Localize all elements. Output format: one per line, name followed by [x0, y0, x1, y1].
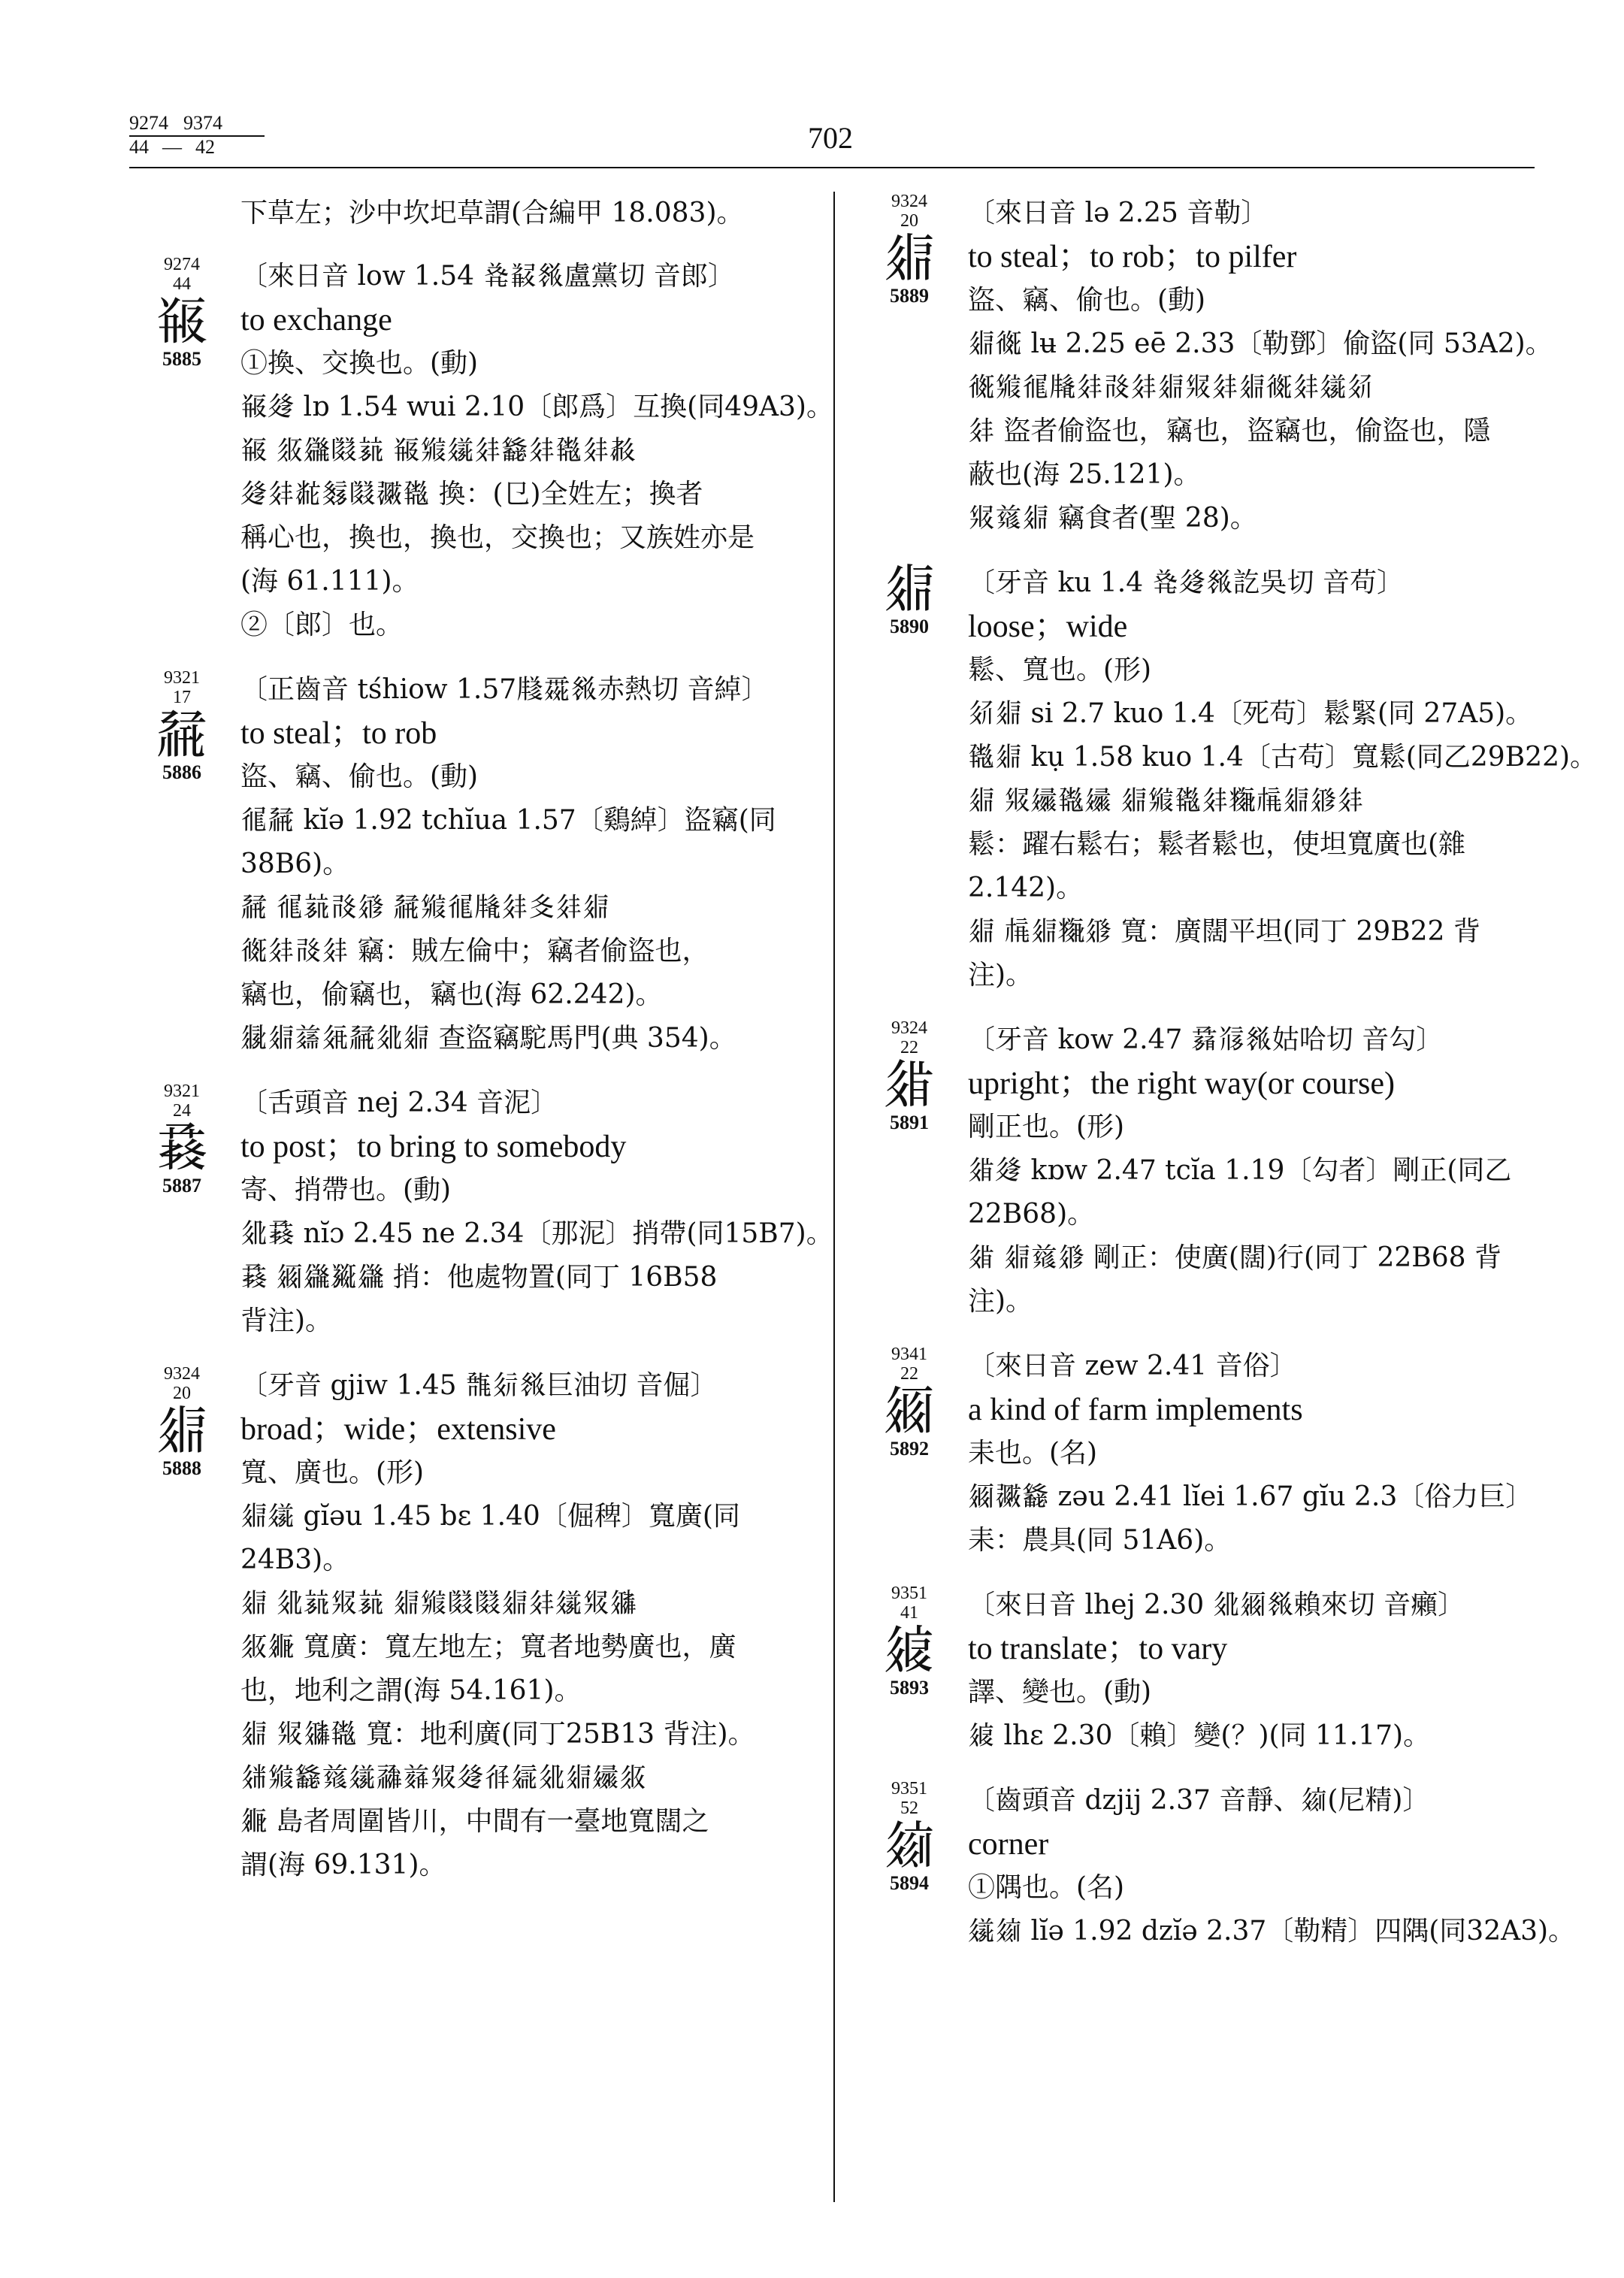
- entry-line: 盜、竊、偷也。(動): [240, 761, 479, 792]
- entry-sub: 22: [900, 1038, 918, 1057]
- entry-line: 鬆、寬也。(形): [968, 655, 1152, 685]
- entry-line: 〔齒頭音 dzjij 2.37 音靜、𗦻(尼精)〕: [968, 1785, 1430, 1816]
- entry-line: 𗤊 𗤋𗒛𗤁 剛正：使廣(闊)行(同丁 22B68 背: [968, 1242, 1502, 1273]
- entry-line: 𗼇𗦪 寬廣：寬左地左；寬者地勢廣也，廣: [240, 1632, 736, 1662]
- entry-line: 38B6)。: [240, 849, 350, 879]
- entry-line: 鬆：躍右鬆右；鬆者鬆也，使坦寬廣也(雜: [968, 829, 1466, 860]
- entry-meta: [129, 668, 234, 784]
- entry-line: 〔牙音 kow 2.47 𗱣𗭼𗬩姑哈切 音勾〕: [968, 1024, 1444, 1055]
- dictionary-entry: [129, 1082, 833, 1343]
- entry-line: ①隅也。(名): [968, 1872, 1125, 1903]
- entry-code: 9321: [164, 668, 200, 688]
- entry-sub: 24: [173, 1101, 191, 1121]
- entry-line: 22B68)。: [968, 1199, 1095, 1230]
- dictionary-entry: [857, 1779, 1576, 1953]
- entry-line: 𗴆 𗢛𗭪𗰗𗤂 𗴆𗋚𗢛𗹥𗢳𗾆𗢳𗤋: [240, 892, 609, 923]
- entry-continuation: [129, 192, 817, 235]
- entry-line: 𗤋𗢠 lʉ 2.25 eē 2.33〔勒鄧〕偷盜(同 53A2)。: [968, 328, 1553, 359]
- entry-line: broad；wide；extensive: [240, 1412, 556, 1447]
- entry-code: 9351: [891, 1584, 927, 1603]
- entry-line: 𗱢 𗥃𗫈𗰃𗫈 捎：他處物置(同丁 16B58: [240, 1262, 718, 1293]
- left-column: [129, 192, 833, 1908]
- header-rule: [129, 167, 1535, 168]
- entry-line: 𘂀𗫶 lɒ 1.54 wui 2.10〔郎爲〕互換(同49A3)。: [240, 392, 833, 422]
- dictionary-entry: [857, 1584, 1533, 1758]
- entry-line: 剛正也。(形): [968, 1112, 1125, 1142]
- entry-glyph: 𘂀: [156, 290, 208, 352]
- entry-num: 5889: [890, 285, 929, 307]
- range-end-code: 9374: [183, 112, 222, 134]
- entry-num: 5888: [162, 1457, 201, 1479]
- entry-line: 𗤋 𗊛𗫐𗱊𗫐 𗤋𗋚𗱊𗢳𗯝𗍫𗤋𗤁𗢳: [968, 785, 1364, 816]
- entry-line: 𗢯𗤋 si 2.7 kuo 1.4〔死苟〕鬆緊(同 27A5)。: [968, 698, 1533, 729]
- entry-sub: 22: [900, 1364, 918, 1384]
- entry-sub: 44: [173, 274, 191, 294]
- entry-line: 𗦪 島者周圍皆川，中間有一臺地寬闊之: [240, 1806, 709, 1837]
- entry-meta: [129, 1364, 234, 1480]
- entry-line: 𗤋 𗊛𗦟𗱊 寬：地利廣(同丁25B13 背注)。: [240, 1719, 755, 1750]
- entry-meta: [857, 1345, 962, 1460]
- entry-line: ①換、交換也。(動): [240, 348, 479, 379]
- entry-glyph: 𗴆: [156, 703, 208, 765]
- entry-meta: [857, 192, 962, 307]
- entry-line: 2.142)。: [968, 873, 1084, 903]
- entry-meta: [857, 1779, 962, 1895]
- entry-line: 稱心也，換也，換也，交換也；又族姓亦是: [240, 522, 755, 553]
- entry-line: 注)。: [968, 1286, 1033, 1317]
- entry-sub: 17: [173, 688, 191, 707]
- entry-range: [129, 113, 265, 158]
- entry-line: 竊也，偷竊也，竊也(海 62.242)。: [240, 979, 663, 1010]
- entry-meta: [129, 255, 234, 371]
- entry-line: upright；the right way(or course): [968, 1066, 1396, 1101]
- entry-code: 9324: [891, 192, 927, 211]
- entry-meta: [857, 558, 962, 638]
- dictionary-entry: [857, 1345, 1533, 1563]
- entry-line: corner: [968, 1827, 1049, 1862]
- entry-line: to exchange: [240, 303, 392, 337]
- entry-line: 謂(海 69.131)。: [240, 1850, 446, 1880]
- entry-code: 9274: [164, 255, 200, 274]
- entry-code: 9351: [891, 1779, 927, 1799]
- entry-line: 〔來日音 zew 2.41 音俗〕: [968, 1351, 1297, 1381]
- entry-code: 9321: [164, 1082, 200, 1101]
- entry-line: 〔來日音 low 1.54 𘑗𘗠𗬩盧黨切 音郎〕: [240, 261, 735, 292]
- entry-line: 𗼑𗤋𗓞𗣓𗴆𗢭𗤋 查盜竊駝馬門(典 354)。: [240, 1023, 736, 1054]
- entry-glyph: 𗤋: [883, 558, 936, 619]
- entry-line: 譯、變也。(動): [968, 1677, 1152, 1708]
- entry-line: 〔正齒音 tśhiow 1.57𗹦𗴺𗬩赤熱切 音綽〕: [240, 674, 769, 705]
- entry-line: 蔽也(海 25.121)。: [968, 459, 1201, 490]
- entry-line: 𗫶𗢳𘂐𘊐𗂸𗗂𗱊 換：(㔾)全姓左；換者: [240, 479, 703, 510]
- entry-line: 寄、捎帶也。(動): [240, 1175, 452, 1206]
- entry-meta: [129, 1082, 234, 1197]
- entry-sub: 20: [900, 211, 918, 231]
- entry-line: 𗤋𗦾 gĭəu 1.45 bɛ 1.40〔倔稗〕寬廣(同: [240, 1501, 740, 1532]
- entry-line: 𗢳 盜者偷盜也，竊也，盜竊也，偷盜也，隱: [968, 416, 1491, 446]
- entry-glyph: 𗤊: [883, 1054, 936, 1115]
- column-divider: [833, 192, 835, 2202]
- entry-line: 寬、廣也。(形): [240, 1457, 425, 1488]
- entry-num: 5893: [890, 1677, 929, 1699]
- entry-glyph: 𗥃: [883, 1380, 936, 1442]
- entry-num: 5892: [890, 1438, 929, 1460]
- entry-line: to steal；to rob；to pilfer: [968, 240, 1297, 274]
- entry-line: 𗤋 𗢭𗭪𗊛𗭪 𗤋𗋚𗂸𗂸𗤋𗢳𗦾𗊛𗦟: [240, 1588, 637, 1619]
- range-start-sub: 44: [129, 136, 149, 158]
- entry-line: 耒也。(名): [968, 1438, 1098, 1469]
- range-start-code: 9274: [129, 112, 168, 134]
- entry-meta: [857, 1584, 962, 1699]
- entry-line: 盜、竊、偷也。(動): [968, 285, 1206, 316]
- entry-line: (海 61.111)。: [240, 566, 419, 597]
- page-header: [0, 0, 1624, 173]
- entry-code: 9341: [891, 1345, 927, 1364]
- entry-line: 注)。: [968, 960, 1033, 991]
- entry-line: 24B3)。: [240, 1544, 350, 1575]
- entry-glyph: 𗦻: [883, 1814, 936, 1876]
- entry-sub: 20: [173, 1384, 191, 1403]
- entry-sub: 41: [900, 1603, 918, 1623]
- entry-line: 𗤋 𗍫𗤋𗯝𗤁 寬：廣闊平坦(同丁 29B22 背: [968, 916, 1480, 947]
- entry-line: 〔牙音 gjiw 1.45 𘘛𗢴𗬩巨油切 音倔〕: [240, 1370, 718, 1401]
- entry-num: 5887: [162, 1175, 201, 1196]
- entry-line: 〔來日音 lə 2.25 音勒〕: [968, 198, 1269, 228]
- entry-line: 𗦾𗦻 lĭə 1.92 dzĭə 2.37〔勒精〕四隅(同32A3)。: [968, 1916, 1576, 1947]
- entry-line: 𗥃𗗂𗴮 zəu 2.41 lĭei 1.67 gĭu 2.3〔俗力巨〕: [968, 1481, 1533, 1512]
- entry-line: 〔來日音 lhej 2.30 𗢭𗥃𗬩賴來切 音癩〕: [968, 1590, 1465, 1620]
- entry-num: 5894: [890, 1872, 929, 1894]
- entry-line: to steal；to rob: [240, 716, 437, 751]
- entry-line: 也，地利之謂(海 54.161)。: [240, 1675, 582, 1706]
- range-end-sub: 42: [195, 136, 215, 158]
- entry-line: 𗢭𗱢 nĭɔ 2.45 ne 2.34〔那泥〕捎帶(同15B7)。: [240, 1218, 833, 1249]
- entry-line: 下草左；沙中坎圯草謂(合編甲 18.083)。: [240, 198, 744, 228]
- dictionary-entry: [129, 255, 833, 647]
- dictionary-entry: [857, 1018, 1533, 1324]
- dictionary-entry: [129, 1364, 817, 1887]
- entry-line: 〔牙音 ku 1.4 𘑗𗫶𗬩訖吳切 音苟〕: [968, 567, 1405, 598]
- entry-glyph: 𗤋: [883, 227, 936, 289]
- entry-line: 耒：農具(同 51A6)。: [968, 1525, 1232, 1556]
- entry-meta: [857, 1018, 962, 1134]
- entry-num: 5891: [890, 1112, 929, 1133]
- entry-line: 背注)。: [240, 1305, 333, 1336]
- entry-glyph: 𗱢: [156, 1117, 208, 1178]
- entry-num: 5890: [890, 616, 929, 637]
- entry-line: 𗢛𗴆 kĭə 1.92 tchĭua 1.57〔鷄綽〕盜竊(同: [240, 805, 776, 836]
- page-number: 702: [808, 121, 853, 155]
- entry-line: 〔舌頭音 nej 2.34 音泥〕: [240, 1088, 558, 1118]
- entry-num: 5885: [162, 348, 201, 370]
- entry-code: 9324: [164, 1364, 200, 1384]
- entry-glyph: 𗤋: [156, 1399, 208, 1461]
- entry-line: 𗊛𗒛𗤋 竊食者(聖 28)。: [968, 503, 1257, 534]
- entry-line: 𗢠𗢳𗰗𗢳 竊：賊左倫中；竊者偷盜也，: [240, 936, 709, 967]
- entry-glyph: 𗦺: [883, 1619, 936, 1681]
- entry-line: 𗤊𗫶 kɒw 2.47 tcĭa 1.19〔勾者〕剛正(同乙: [968, 1155, 1512, 1186]
- entry-line: loose；wide: [968, 610, 1128, 644]
- range-dash: —: [162, 136, 182, 158]
- dictionary-entry: [857, 558, 1598, 997]
- entry-line: 𗢠𗋚𗢛𗹥𗢳𗰗𗢳𗤋𗊛𗢳𗤋𗢠𗢳𗦾𗢯: [968, 372, 1375, 403]
- entry-line: ②〔郎〕也。: [240, 610, 404, 640]
- entry-line: 𗦺 lhɛ 2.30〔賴〕變(？)(同 11.17)。: [968, 1720, 1431, 1751]
- entry-line: a kind of farm implements: [968, 1393, 1303, 1427]
- right-column: [857, 192, 1598, 1974]
- dictionary-entry: [129, 668, 817, 1060]
- entry-sub: 52: [900, 1799, 918, 1818]
- entry-code: 9324: [891, 1018, 927, 1038]
- entry-line: to post；to bring to somebody: [240, 1130, 627, 1164]
- entry-line: 𗤢𗋚𗴮𗒛𗦾𗹕𗒤𗊛𗫶𗢏𗦇𗢭𗤋𗫐𗼇: [240, 1762, 647, 1793]
- entry-num: 5886: [162, 761, 201, 783]
- dictionary-entry: [857, 192, 1553, 540]
- entry-line: 𘂀 𗼇𗫈𗂸𗭪 𘂀𗋚𗦾𗢳𗴮𗢳𗱊𗢳𗳒: [240, 435, 637, 466]
- entry-line: 𗱊𗤋 kụ 1.58 kuo 1.4〔古苟〕寬鬆(同乙29B22)。: [968, 742, 1598, 773]
- entry-line: to translate；to vary: [968, 1632, 1228, 1666]
